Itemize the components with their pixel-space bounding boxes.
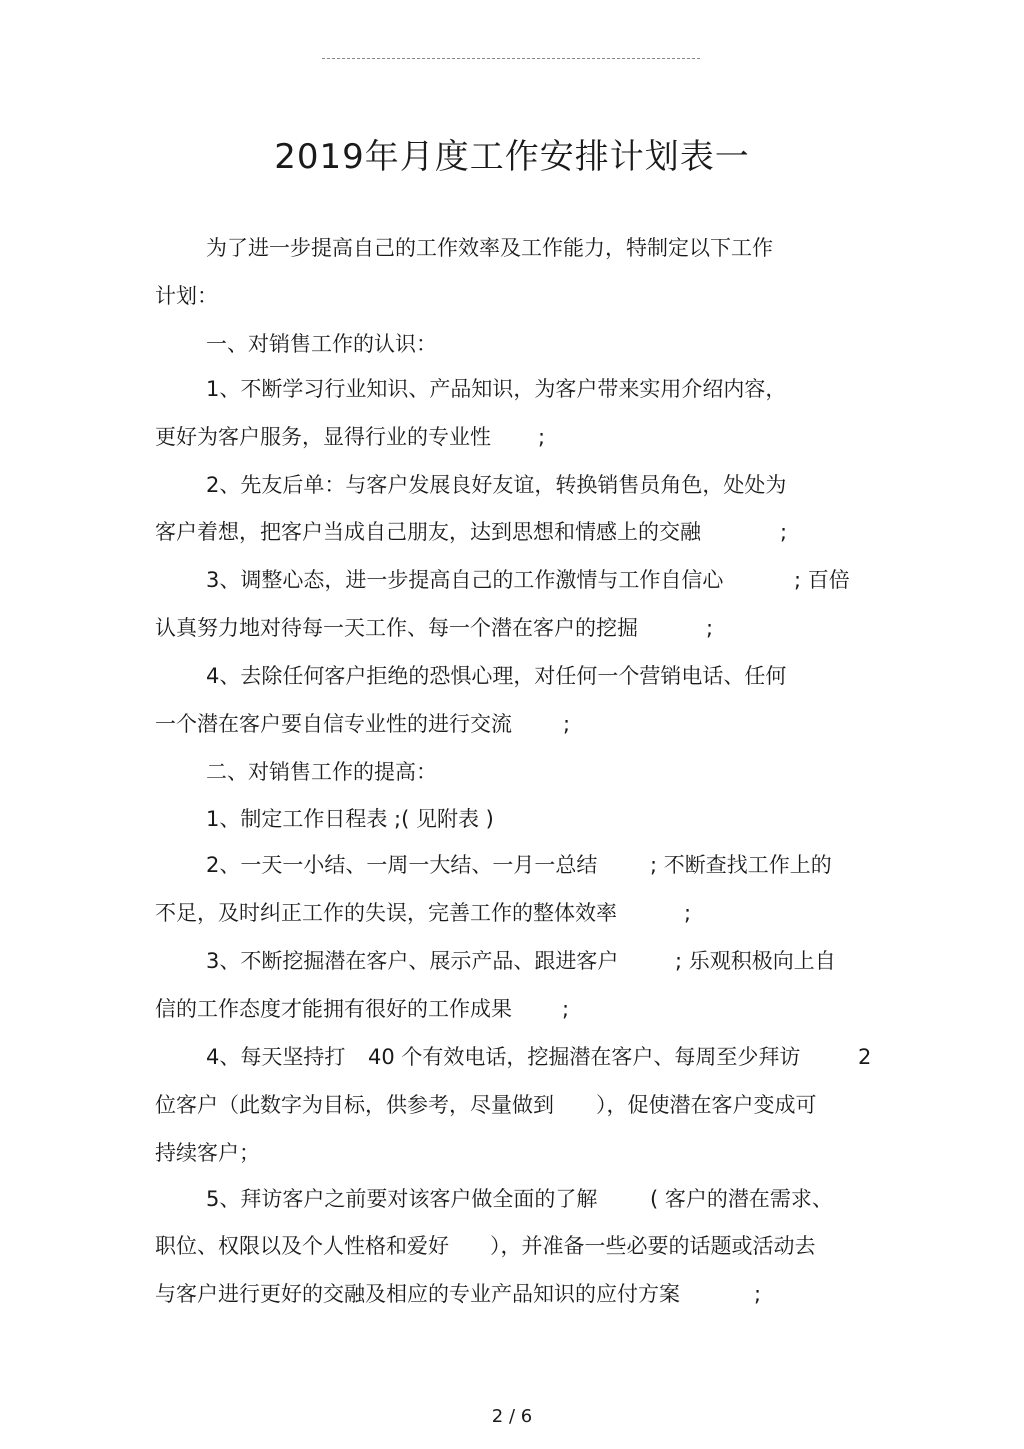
text-segment: 位客户（此数字为目标，供参考，尽量做到 [155, 1093, 554, 1117]
text-segment: 职位、权限以及个人性格和爱好 [155, 1234, 449, 1258]
text-segment: 1、不断学习行业知识、产品知识，为客户带来实用介绍内容， [206, 377, 787, 401]
text-segment: ; [706, 616, 714, 640]
text-segment: ( 客户的潜在需求、 [650, 1187, 833, 1211]
text-segment: 不足，及时纠正工作的失误，完善工作的整体效率 [155, 901, 617, 925]
page-number: 2 / 6 [491, 1406, 533, 1427]
text-segment: ; [538, 425, 546, 449]
text-segment: 2、一天一小结、一周一大结、一月一总结 [206, 853, 598, 877]
text-segment: 2 [858, 1045, 872, 1069]
text-segment: 3、调整心态，进一步提高自己的工作激情与工作自信心 [206, 568, 724, 592]
text-segment: 二、对销售工作的提高： [206, 760, 437, 784]
text-segment: 认真努力地对待每一天工作、每一个潜在客户的挖掘 [155, 616, 638, 640]
text-segment: 计划： [155, 284, 218, 308]
text-segment: ），并准备一些必要的话题或活动去 [490, 1234, 816, 1258]
text-segment: 与客户进行更好的交融及相应的专业产品知识的应付方案 [155, 1282, 680, 1306]
text-segment: 一个潜在客户要自信专业性的进行交流 [155, 712, 512, 736]
header-rule [322, 58, 700, 59]
text-segment: 持续客户； [155, 1141, 260, 1165]
text-segment: 一、对销售工作的认识： [206, 332, 437, 356]
text-segment: ; [562, 997, 570, 1021]
text-segment: 3、不断挖掘潜在客户、展示产品、跟进客户 [206, 949, 619, 973]
text-segment: ; 百倍 [794, 568, 850, 592]
text-segment: 4、每天坚持打 [206, 1045, 346, 1069]
text-segment: 更好为客户服务，显得行业的专业性 [155, 425, 491, 449]
document-title: 2019年月度工作安排计划表一 [274, 137, 750, 177]
text-segment: 客户着想，把客户当成自己朋友，达到思想和情感上的交融 [155, 520, 701, 544]
text-segment: ），促使潜在客户变成可 [596, 1093, 817, 1117]
text-segment: 信的工作态度才能拥有很好的工作成果 [155, 997, 512, 1021]
text-segment: 40 个有效电话，挖掘潜在客户、每周至少拜访 [368, 1045, 801, 1069]
text-segment: ; 不断查找工作上的 [650, 853, 832, 877]
text-segment: 2、先友后单：与客户发展良好友谊，转换销售员角色，处处为 [206, 473, 787, 497]
text-segment: 为了进一步提高自己的工作效率及工作能力，特制定以下工作 [206, 236, 773, 260]
text-segment: ; [563, 712, 571, 736]
text-segment: ; [780, 520, 788, 544]
text-segment: 1、制定工作日程表 ;( 见附表 ) [206, 807, 494, 831]
text-segment: ; 乐观积极向上自 [675, 949, 836, 973]
text-segment: 5、拜访客户之前要对该客户做全面的了解 [206, 1187, 598, 1211]
text-segment: 4、去除任何客户拒绝的恐惧心理，对任何一个营销电话、任何 [206, 664, 787, 688]
text-segment: ; [684, 901, 692, 925]
text-segment: ; [754, 1282, 762, 1306]
